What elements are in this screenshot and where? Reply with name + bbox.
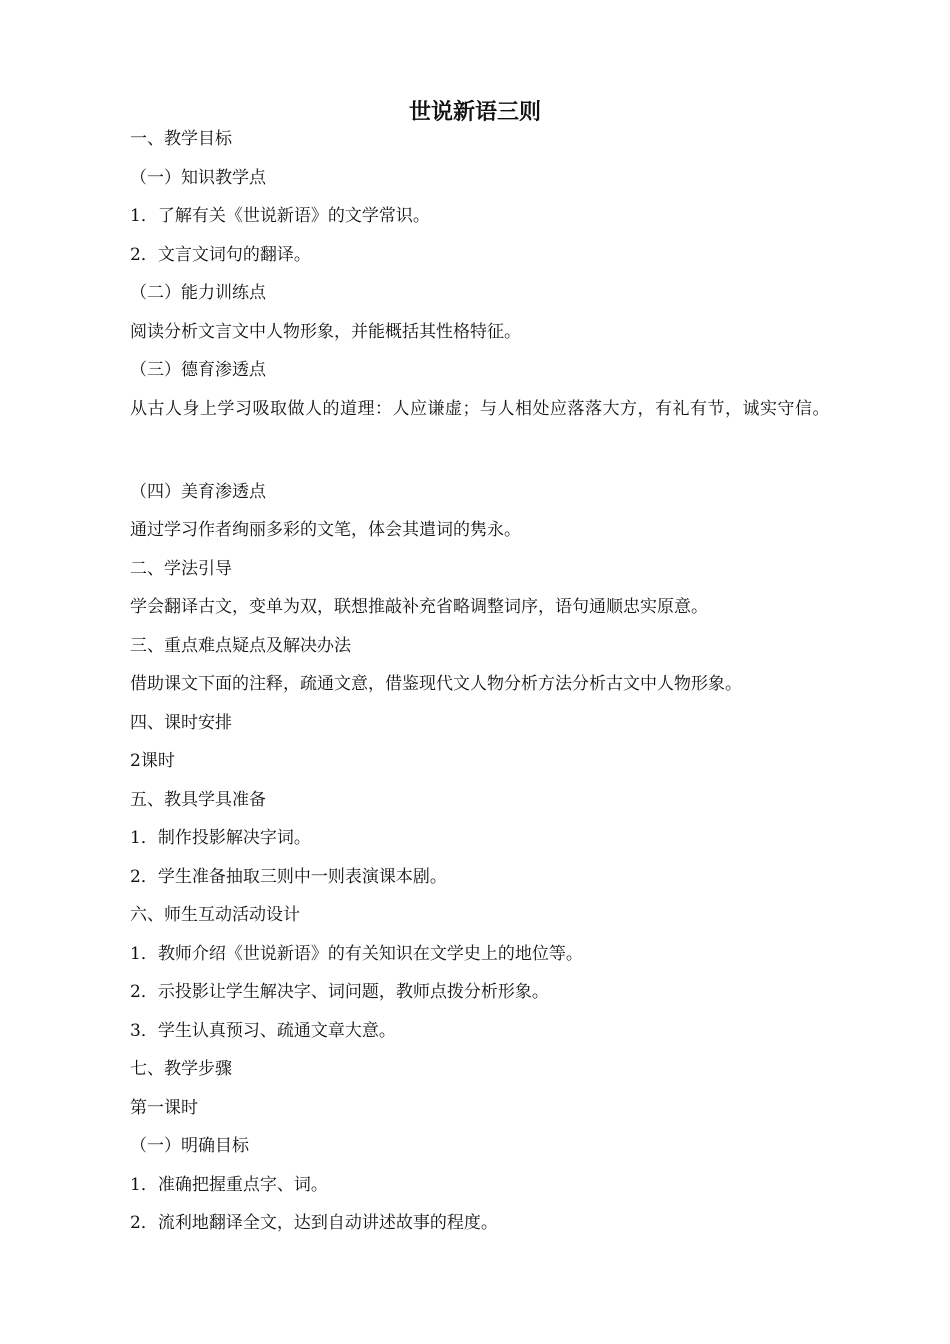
body-paragraph: 2课时 bbox=[130, 751, 175, 771]
section-heading-materials: 五、教具学具准备 bbox=[130, 790, 266, 810]
body-paragraph: 通过学习作者绚丽多彩的文笔，体会其遣词的隽永。 bbox=[130, 520, 521, 540]
subsection-knowledge: （一）知识教学点 bbox=[130, 168, 266, 188]
subsection-aesthetic: （四）美育渗透点 bbox=[130, 482, 266, 502]
section-heading-key-points: 三、重点难点疑点及解决办法 bbox=[130, 636, 351, 656]
list-item: 1．教师介绍《世说新语》的有关知识在文学史上的地位等。 bbox=[130, 944, 583, 964]
list-item: 1．了解有关《世说新语》的文学常识。 bbox=[130, 206, 430, 226]
list-item: 1．制作投影解决字词。 bbox=[130, 828, 311, 848]
body-paragraph: 学会翻译古文，变单为双，联想推敲补充省略调整词序，语句通顺忠实原意。 bbox=[130, 597, 708, 617]
section-heading-teaching-goals: 一、教学目标 bbox=[130, 129, 232, 149]
subsection-moral: （三）德育渗透点 bbox=[130, 360, 266, 380]
body-paragraph: 借助课文下面的注释，疏通文意，借鉴现代文人物分析方法分析古文中人物形象。 bbox=[130, 674, 742, 694]
list-item: 2．示投影让学生解决字、词问题，教师点拨分析形象。 bbox=[130, 982, 549, 1002]
section-heading-steps: 七、教学步骤 bbox=[130, 1059, 232, 1079]
section-heading-activities: 六、师生互动活动设计 bbox=[130, 905, 300, 925]
list-item: 2．流利地翻译全文，达到自动讲述故事的程度。 bbox=[130, 1213, 498, 1233]
list-item: 1．准确把握重点字、词。 bbox=[130, 1175, 328, 1195]
section-heading-schedule: 四、课时安排 bbox=[130, 713, 232, 733]
document-title: 世说新语三则 bbox=[408, 100, 541, 125]
list-item: 3．学生认真预习、疏通文章大意。 bbox=[130, 1021, 396, 1041]
list-item: 2．文言文词句的翻译。 bbox=[130, 245, 311, 265]
lesson-heading: 第一课时 bbox=[130, 1098, 198, 1118]
body-paragraph-wrapped: 从古人身上学习吸取做人的道理：人应谦虚；与人相处应落落大方，有礼有节，诚实守信。 bbox=[130, 399, 830, 419]
subsection-ability: （二）能力训练点 bbox=[130, 283, 266, 303]
body-paragraph: 阅读分析文言文中人物形象，并能概括其性格特征。 bbox=[130, 322, 521, 342]
subsection-goals: （一）明确目标 bbox=[130, 1136, 249, 1156]
list-item: 2．学生准备抽取三则中一则表演课本剧。 bbox=[130, 867, 447, 887]
section-heading-study-method: 二、学法引导 bbox=[130, 559, 232, 579]
